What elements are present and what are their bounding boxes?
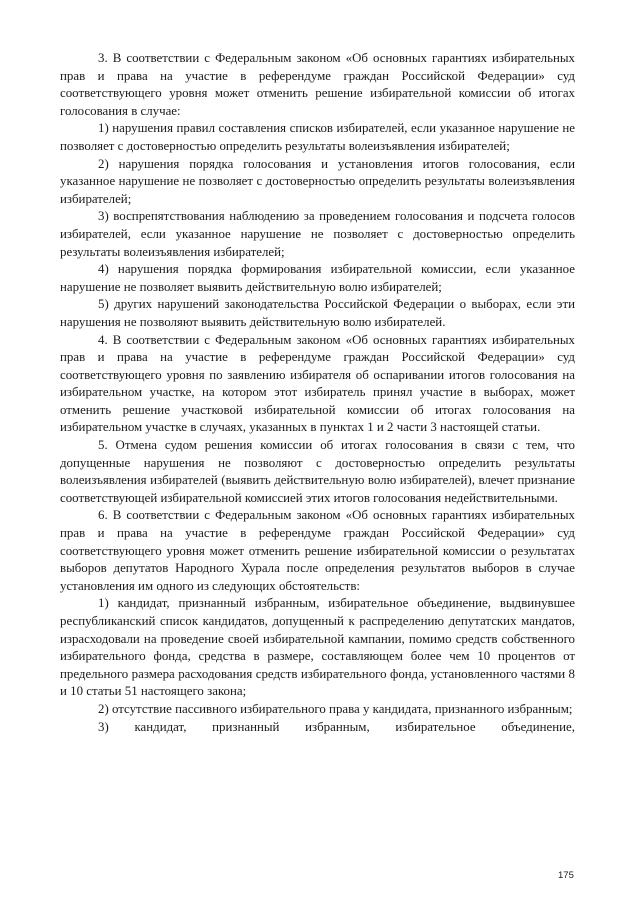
paragraph-4: 4. В соответствии с Федеральным законом «Об основных гарантиях избирательных прав и права на участие в референдуме граждан Российской Федерации» суд соответствующего уровня по заявлению избирателя об оспаривании итогов голосования на избирательном участке, на котором этот избиратель принял участие в выборах, может отменить решение участковой избирательной комиссии об итогах голосования на избирательном участке в случаях, указанных в пунктах 1 и 2 части 3 настоящей статьи. — [60, 332, 575, 435]
list-item-3-3: 3) воспрепятствования наблюдению за проведением голосования и подсчета голосов избирателей, если указанное нарушение не позволяет с достоверностью определить результаты волеизъявления избирателей; — [60, 209, 575, 259]
paragraph-6: 6. В соответствии с Федеральным законом «Об основных гарантиях избирательных прав и права на участие в референдуме граждан Российской Федерации» суд соответствующего уровня может отменить решение избирательной комиссии о результатах выборов депутатов Народного Хурала после определения результатов выборов в случае установления им одного из следующих обстоятельств: — [60, 508, 575, 593]
list-item-6-2: 2) отсутствие пассивного избирательного права у кандидата, признанного избранным; — [98, 701, 573, 716]
paragraph-3: 3. В соответствии с Федеральным законом «Об основных гарантиях избирательных прав и права на участие в референдуме граждан Российской Федерации» суд соответствующего уровня может отменить решение избирательной комиссии об итогах голосования в случае: — [60, 51, 575, 118]
list-item-6-1: 1) кандидат, признанный избранным, избирательное объединение, выдвинувшее республиканский список кандидатов, допущенный к распределению депутатских мандатов, израсходовали на проведение своей избирательной кампании, помимо средств собственного избирательного фонда, средства в размере, составляющем более чем 10 процентов от предельного размера расходования средств избирательного фонда, установленного частями 8 и 10 статьи 51 настоящего закона; — [60, 596, 575, 699]
list-item-6-3: 3) кандидат, признанный избранным, избирательное объединение, — [98, 719, 575, 734]
list-item-3-1: 1) нарушения правил составления списков избирателей, если указанное нарушение не позволяет с достоверностью определить результаты волеизъявления избирателей; — [60, 121, 575, 153]
list-item-3-4: 4) нарушения порядка формирования избирательной комиссии, если указанное нарушение не позволяет выявить действительную волю избирателей; — [60, 262, 575, 294]
list-item-3-2: 2) нарушения порядка голосования и установления итогов голосования, если указанное нарушение не позволяет с достоверностью определить результаты волеизъявления избирателей; — [60, 156, 575, 206]
paragraph-5: 5. Отмена судом решения комиссии об итогах голосования в связи с тем, что допущенные нарушения не позволяют с достоверностью определить результаты волеизъявления избирателей (выявить действительную волю избирателей), влечет признание соответствующей избирательной комиссией этих итогов голосования недействительными. — [60, 438, 575, 505]
list-item-3-5: 5) других нарушений законодательства Российской Федерации о выборах, если эти нарушения не позволяют выявить действительную волю избирателей. — [60, 297, 575, 329]
page-number: 175 — [558, 870, 574, 881]
document-body — [60, 50, 575, 736]
